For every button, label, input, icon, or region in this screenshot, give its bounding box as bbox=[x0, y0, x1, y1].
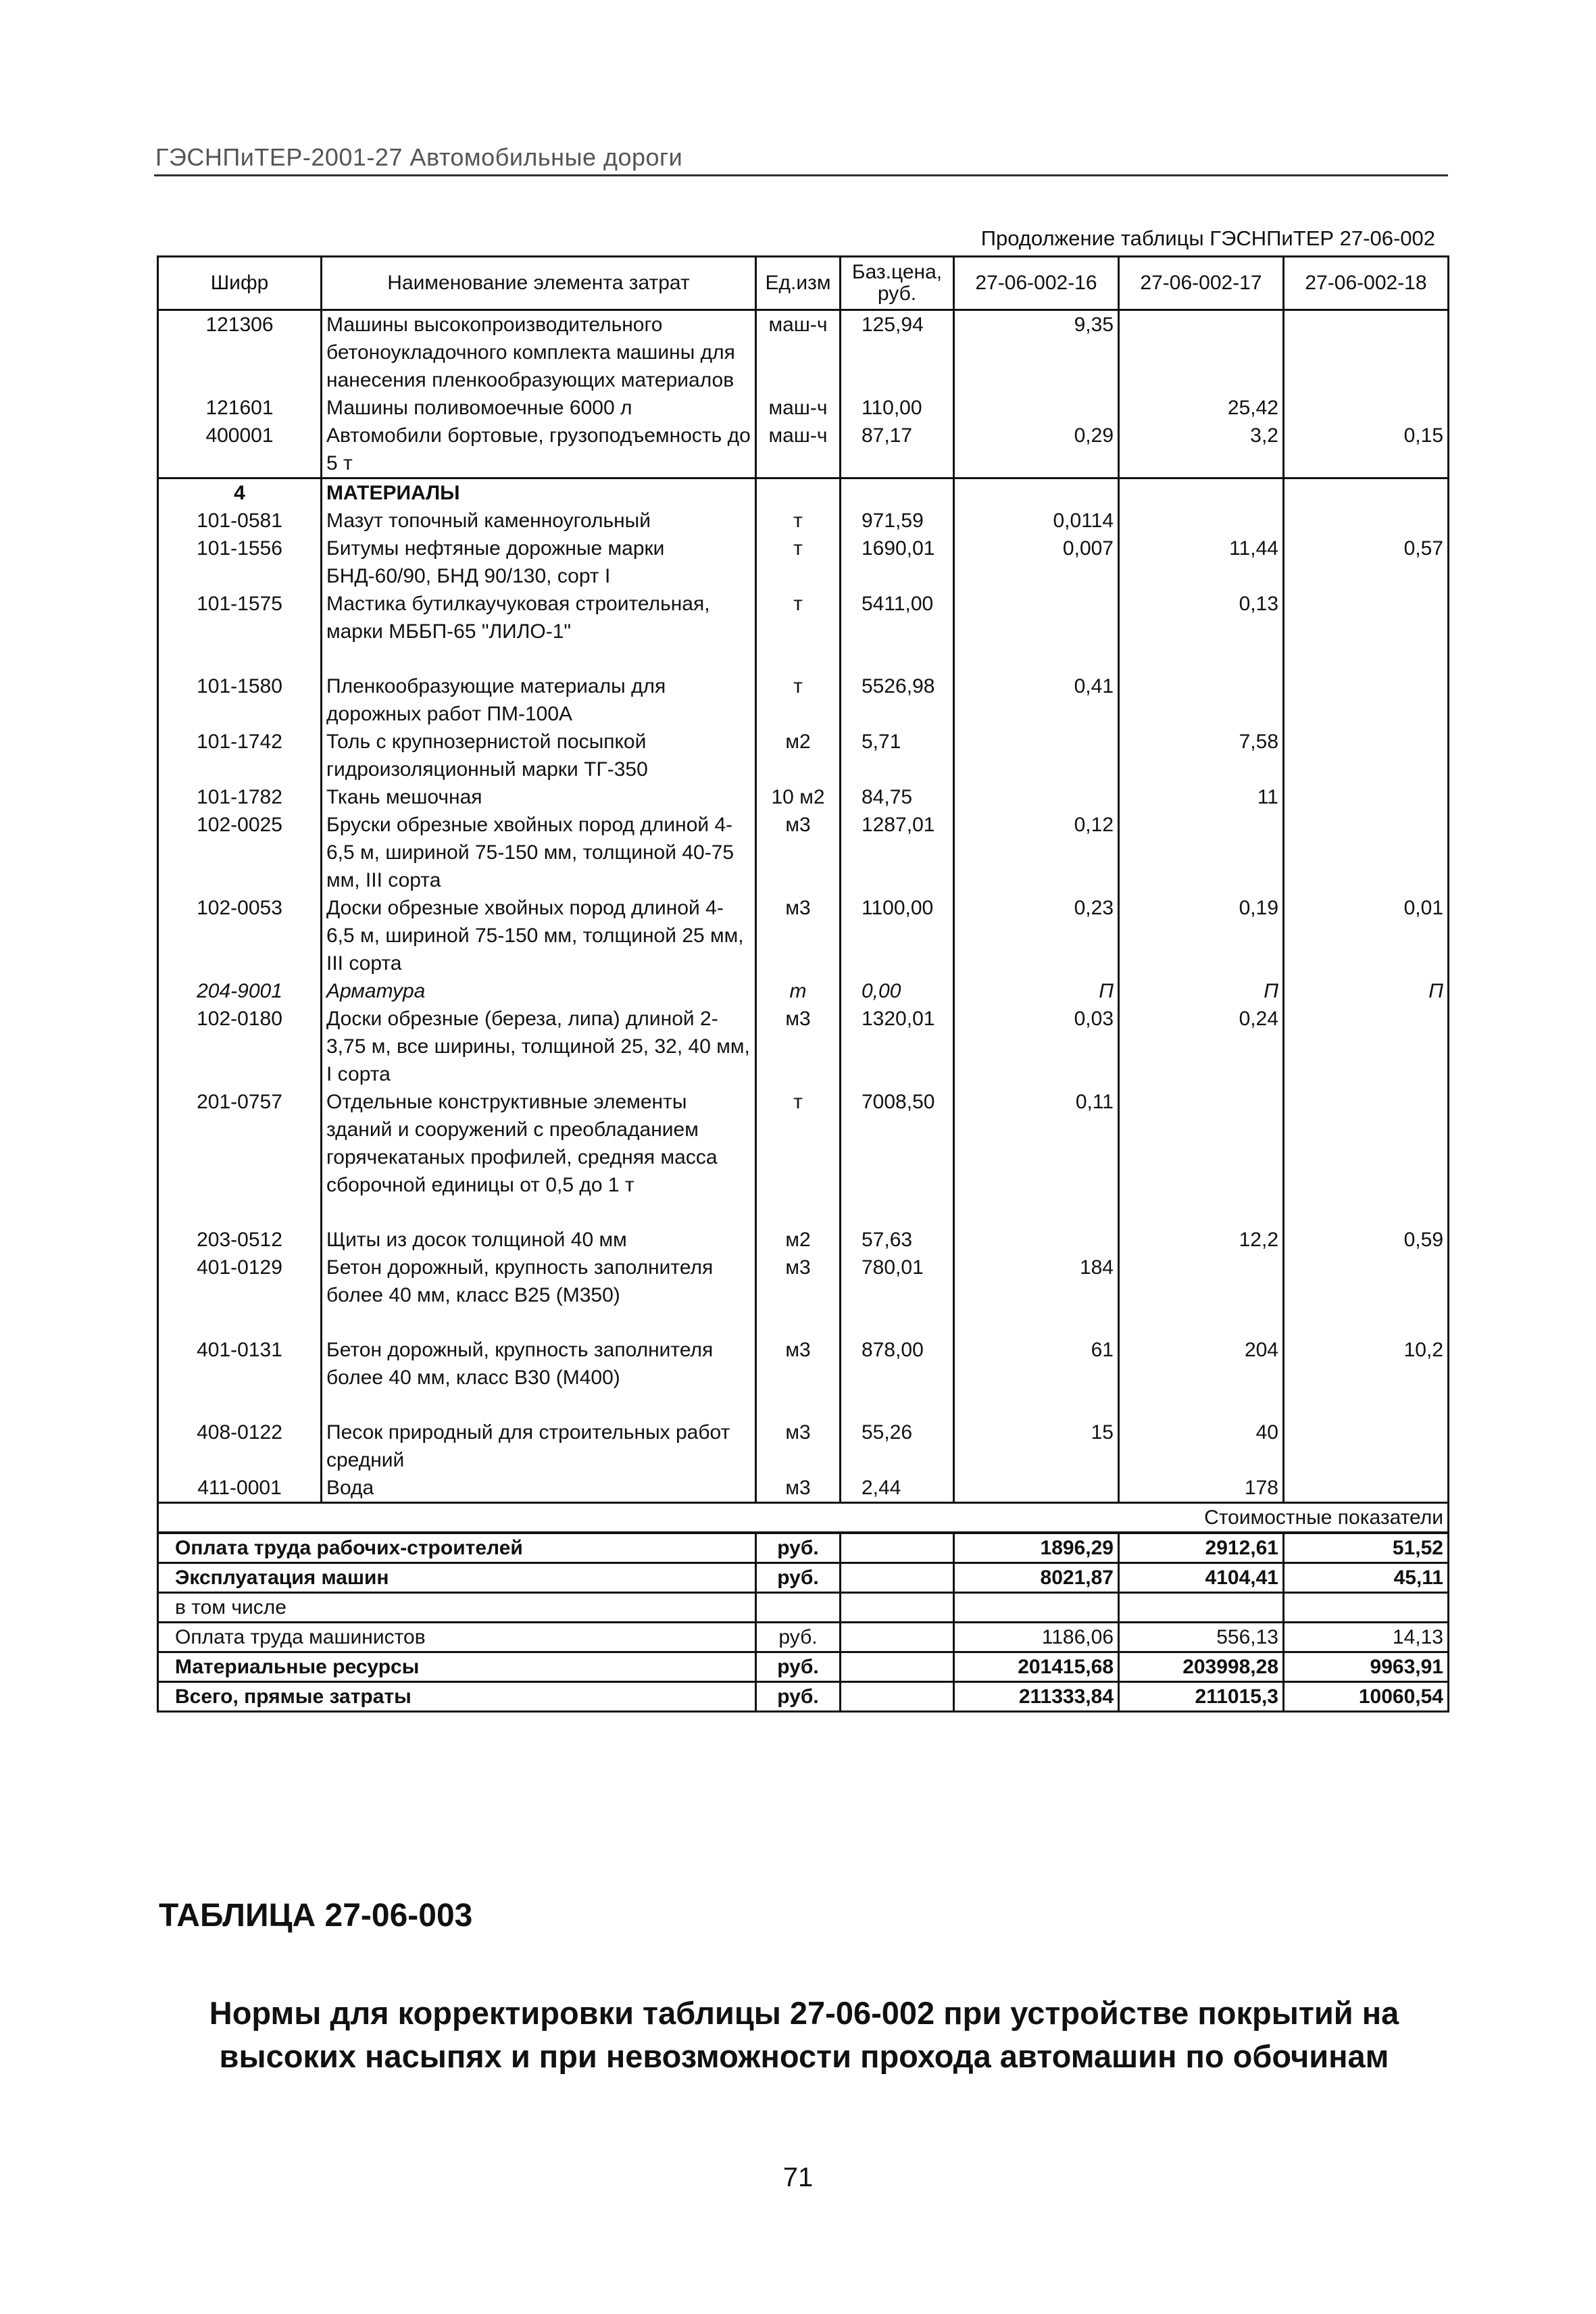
norm-value-17 bbox=[1119, 310, 1284, 395]
table-row bbox=[158, 1336, 1449, 1392]
base-price-cell: 1320,01 bbox=[841, 1005, 954, 1088]
totals-value-17: 2912,61 bbox=[1119, 1533, 1284, 1563]
table-row bbox=[158, 894, 1449, 977]
norm-value-17: 204 bbox=[1119, 1336, 1284, 1392]
norm-value-16: 0,12 bbox=[954, 811, 1119, 894]
totals-row bbox=[158, 1533, 1449, 1563]
spacer-cell bbox=[841, 1199, 954, 1226]
spacer-cell bbox=[756, 1199, 841, 1226]
unit-cell: маш-ч bbox=[756, 422, 841, 478]
totals-value-17: 4104,41 bbox=[1119, 1563, 1284, 1593]
spacer-row bbox=[158, 1309, 1449, 1336]
table-row bbox=[158, 1005, 1449, 1088]
base-price-cell: 2,44 bbox=[841, 1474, 954, 1503]
norm-value-18 bbox=[1284, 507, 1449, 535]
unit-cell: м3 bbox=[756, 1336, 841, 1392]
norm-value-17 bbox=[1119, 507, 1284, 535]
norm-value-16 bbox=[954, 590, 1119, 645]
base-price-cell: 1690,01 bbox=[841, 535, 954, 590]
totals-empty-price bbox=[841, 1682, 954, 1712]
base-price-cell: 971,59 bbox=[841, 507, 954, 535]
totals-value-18: 9963,91 bbox=[1284, 1652, 1449, 1682]
resource-code: 121306 bbox=[158, 310, 322, 395]
spacer-cell bbox=[322, 645, 756, 672]
column-header: Ед.изм bbox=[756, 257, 841, 310]
column-header: 27-06-002-16 bbox=[954, 257, 1119, 310]
column-header: 27-06-002-18 bbox=[1284, 257, 1449, 310]
totals-value-17: 556,13 bbox=[1119, 1623, 1284, 1652]
norm-value-16 bbox=[954, 394, 1119, 422]
norm-value-18: 10,2 bbox=[1284, 1336, 1449, 1392]
resource-code: 401-0129 bbox=[158, 1254, 322, 1309]
resource-name: Толь с крупнозернистой посыпкой гидроизоляционный марки ТГ-350 bbox=[322, 728, 756, 783]
resource-code: 101-1580 bbox=[158, 672, 322, 728]
totals-value-16 bbox=[954, 1593, 1119, 1623]
resource-name: Мастика бутилкаучуковая строительная, марки МББП-65 "ЛИЛО-1" bbox=[322, 590, 756, 645]
unit-cell: м3 bbox=[756, 1474, 841, 1503]
table-row bbox=[158, 394, 1449, 422]
totals-row bbox=[158, 1593, 1449, 1623]
norm-value-16 bbox=[954, 1226, 1119, 1254]
spacer-cell bbox=[158, 1199, 322, 1226]
totals-value-17: 211015,3 bbox=[1119, 1682, 1284, 1712]
spacer-row bbox=[158, 1199, 1449, 1226]
unit-cell: м2 bbox=[756, 1226, 841, 1254]
base-price-cell: 7008,50 bbox=[841, 1088, 954, 1199]
unit-cell: м3 bbox=[756, 811, 841, 894]
table-row bbox=[158, 811, 1449, 894]
unit-cell bbox=[756, 478, 841, 508]
cost-indicators-row bbox=[158, 1503, 1449, 1533]
norm-value-16 bbox=[954, 728, 1119, 783]
base-price-cell: 87,17 bbox=[841, 422, 954, 478]
norm-value-17 bbox=[1119, 1254, 1284, 1309]
resource-name: Машины поливомоечные 6000 л bbox=[322, 394, 756, 422]
resource-code: 400001 bbox=[158, 422, 322, 478]
norm-value-18 bbox=[1284, 1419, 1449, 1474]
spacer-cell bbox=[841, 1392, 954, 1419]
totals-value-16: 8021,87 bbox=[954, 1563, 1119, 1593]
header-rule bbox=[154, 174, 1448, 176]
resource-code: 401-0131 bbox=[158, 1336, 322, 1392]
norm-value-18: 0,57 bbox=[1284, 535, 1449, 590]
totals-unit: руб. bbox=[756, 1623, 841, 1652]
norm-value-18 bbox=[1284, 478, 1449, 508]
norm-value-17 bbox=[1119, 811, 1284, 894]
norm-value-16: 0,29 bbox=[954, 422, 1119, 478]
resource-code: 408-0122 bbox=[158, 1419, 322, 1474]
norm-value-17: 25,42 bbox=[1119, 394, 1284, 422]
spacer-cell bbox=[322, 1309, 756, 1336]
norm-value-18 bbox=[1284, 590, 1449, 645]
resource-name: Бетон дорожный, крупность заполнителя более 40 мм, класс В25 (М350) bbox=[322, 1254, 756, 1309]
resource-table bbox=[157, 255, 1449, 1713]
spacer-cell bbox=[158, 1392, 322, 1419]
table-row bbox=[158, 672, 1449, 728]
unit-cell: м2 bbox=[756, 728, 841, 783]
spacer-cell bbox=[158, 1309, 322, 1336]
resource-name: Бруски обрезные хвойных пород длиной 4-6,5 м, шириной 75-150 мм, толщиной 40-75 мм, III сорта bbox=[322, 811, 756, 894]
table-row bbox=[158, 1226, 1449, 1254]
totals-unit: руб. bbox=[756, 1533, 841, 1563]
norm-value-16 bbox=[954, 783, 1119, 811]
resource-name: Доски обрезные хвойных пород длиной 4-6,5 м, шириной 75-150 мм, толщиной 25 мм, III сорта bbox=[322, 894, 756, 977]
resource-name: Машины высокопроизводительного бетоноукладочного комплекта машины для нанесения пленкообразующих материалов bbox=[322, 310, 756, 395]
resource-name: Автомобили бортовые, грузоподъемность до 5 т bbox=[322, 422, 756, 478]
spacer-row bbox=[158, 645, 1449, 672]
norm-value-18: 0,01 bbox=[1284, 894, 1449, 977]
table-row bbox=[158, 1419, 1449, 1474]
resource-code: 101-1575 bbox=[158, 590, 322, 645]
totals-value-18 bbox=[1284, 1593, 1449, 1623]
spacer-cell bbox=[1119, 1199, 1284, 1226]
column-header: Наименование элемента затрат bbox=[322, 257, 756, 310]
resource-name: Арматура bbox=[322, 977, 756, 1005]
totals-unit: руб. bbox=[756, 1682, 841, 1712]
spacer-cell bbox=[1119, 645, 1284, 672]
spacer-cell bbox=[841, 645, 954, 672]
resource-name: Мазут топочный каменноугольный bbox=[322, 507, 756, 535]
resource-code: 411-0001 bbox=[158, 1474, 322, 1503]
totals-value-16: 1186,06 bbox=[954, 1623, 1119, 1652]
unit-cell: м3 bbox=[756, 894, 841, 977]
spacer-cell bbox=[954, 1392, 1119, 1419]
base-price-cell: 110,00 bbox=[841, 394, 954, 422]
column-header: 27-06-002-17 bbox=[1119, 257, 1284, 310]
table-row bbox=[158, 977, 1449, 1005]
norm-value-17: П bbox=[1119, 977, 1284, 1005]
resource-name: Щиты из досок толщиной 40 мм bbox=[322, 1226, 756, 1254]
resource-code: 101-1742 bbox=[158, 728, 322, 783]
spacer-cell bbox=[158, 645, 322, 672]
unit-cell: м3 bbox=[756, 1005, 841, 1088]
totals-value-16: 201415,68 bbox=[954, 1652, 1119, 1682]
unit-cell: маш-ч bbox=[756, 394, 841, 422]
norm-value-17: 40 bbox=[1119, 1419, 1284, 1474]
resource-code: 101-0581 bbox=[158, 507, 322, 535]
norm-value-17: 11 bbox=[1119, 783, 1284, 811]
norm-value-16 bbox=[954, 1474, 1119, 1503]
totals-value-17: 203998,28 bbox=[1119, 1652, 1284, 1682]
base-price-cell: 55,26 bbox=[841, 1419, 954, 1474]
norm-value-17 bbox=[1119, 672, 1284, 728]
unit-cell: т bbox=[756, 535, 841, 590]
table-row bbox=[158, 1474, 1449, 1503]
norm-value-16: 61 bbox=[954, 1336, 1119, 1392]
base-price-cell: 5526,98 bbox=[841, 672, 954, 728]
spacer-cell bbox=[322, 1199, 756, 1226]
spacer-cell bbox=[1119, 1309, 1284, 1336]
unit-cell: т bbox=[756, 507, 841, 535]
resource-code: 102-0180 bbox=[158, 1005, 322, 1088]
totals-unit: руб. bbox=[756, 1563, 841, 1593]
running-header: ГЭСНПиТЕР-2001-27 Автомобильные дороги bbox=[155, 143, 683, 171]
totals-value-17 bbox=[1119, 1593, 1284, 1623]
resource-code: 203-0512 bbox=[158, 1226, 322, 1254]
table-row bbox=[158, 507, 1449, 535]
resource-code: 204-9001 bbox=[158, 977, 322, 1005]
norm-value-18: П bbox=[1284, 977, 1449, 1005]
base-price-cell: 0,00 bbox=[841, 977, 954, 1005]
norm-value-18: 0,59 bbox=[1284, 1226, 1449, 1254]
table-row bbox=[158, 783, 1449, 811]
norm-value-18 bbox=[1284, 1088, 1449, 1199]
unit-cell: м3 bbox=[756, 1419, 841, 1474]
totals-value-18: 51,52 bbox=[1284, 1533, 1449, 1563]
norm-value-16: 15 bbox=[954, 1419, 1119, 1474]
norm-value-17: 7,58 bbox=[1119, 728, 1284, 783]
norm-value-16: 9,35 bbox=[954, 310, 1119, 395]
norm-value-17: 0,13 bbox=[1119, 590, 1284, 645]
resource-name: Отдельные конструктивные элементы зданий и сооружений с преобладанием горячекатаных профилей, средняя масса сборочной единицы от 0,5 до 1 т bbox=[322, 1088, 756, 1199]
totals-empty-price bbox=[841, 1563, 954, 1593]
norm-value-18 bbox=[1284, 811, 1449, 894]
totals-value-16: 1896,29 bbox=[954, 1533, 1119, 1563]
base-price-cell: 878,00 bbox=[841, 1336, 954, 1392]
totals-value-18: 10060,54 bbox=[1284, 1682, 1449, 1712]
base-price-cell: 5411,00 bbox=[841, 590, 954, 645]
base-price-cell: 84,75 bbox=[841, 783, 954, 811]
column-header: Шифр bbox=[158, 257, 322, 310]
totals-unit: руб. bbox=[756, 1652, 841, 1682]
spacer-cell bbox=[841, 1309, 954, 1336]
norm-value-17: 3,2 bbox=[1119, 422, 1284, 478]
table-row bbox=[158, 590, 1449, 645]
resource-code: 102-0025 bbox=[158, 811, 322, 894]
spacer-cell bbox=[954, 1309, 1119, 1336]
table-row bbox=[158, 728, 1449, 783]
unit-cell: т bbox=[756, 672, 841, 728]
norm-value-16: П bbox=[954, 977, 1119, 1005]
norm-value-18 bbox=[1284, 728, 1449, 783]
table-row bbox=[158, 422, 1449, 478]
spacer-cell bbox=[1284, 645, 1449, 672]
table-row bbox=[158, 1088, 1449, 1199]
norm-value-16: 0,03 bbox=[954, 1005, 1119, 1088]
totals-empty-price bbox=[841, 1593, 954, 1623]
norm-value-16: 0,0114 bbox=[954, 507, 1119, 535]
unit-cell: т bbox=[756, 1088, 841, 1199]
table-continuation-caption: Продолжение таблицы ГЭСНПиТЕР 27-06-002 bbox=[980, 226, 1435, 250]
totals-empty-price bbox=[841, 1623, 954, 1652]
totals-label: Эксплуатация машин bbox=[158, 1563, 756, 1593]
unit-cell: 10 м2 bbox=[756, 783, 841, 811]
norm-value-16: 0,007 bbox=[954, 535, 1119, 590]
spacer-cell bbox=[1284, 1199, 1449, 1226]
spacer-cell bbox=[954, 645, 1119, 672]
spacer-cell bbox=[954, 1199, 1119, 1226]
norm-value-18 bbox=[1284, 1474, 1449, 1503]
norm-value-17 bbox=[1119, 1088, 1284, 1199]
base-price-cell bbox=[841, 478, 954, 508]
resource-name: Бетон дорожный, крупность заполнителя более 40 мм, класс В30 (М400) bbox=[322, 1336, 756, 1392]
norm-value-16: 0,23 bbox=[954, 894, 1119, 977]
norm-value-18 bbox=[1284, 1254, 1449, 1309]
norm-value-16 bbox=[954, 478, 1119, 508]
table-row bbox=[158, 1254, 1449, 1309]
resource-code: 201-0757 bbox=[158, 1088, 322, 1199]
norm-value-16: 0,41 bbox=[954, 672, 1119, 728]
resource-name: Битумы нефтяные дорожные марки БНД-60/90, БНД 90/130, сорт I bbox=[322, 535, 756, 590]
resource-name: МАТЕРИАЛЫ bbox=[322, 478, 756, 508]
cost-indicators-label: Стоимостные показатели bbox=[158, 1503, 1449, 1533]
totals-row bbox=[158, 1652, 1449, 1682]
totals-label: в том числе bbox=[158, 1593, 756, 1623]
unit-cell: м3 bbox=[756, 1254, 841, 1309]
spacer-cell bbox=[756, 1309, 841, 1336]
spacer-cell bbox=[322, 1392, 756, 1419]
norm-value-17 bbox=[1119, 478, 1284, 508]
resource-name: Доски обрезные (береза, липа) длиной 2-3,75 м, все ширины, толщиной 25, 32, 40 мм, I сорта bbox=[322, 1005, 756, 1088]
totals-empty-price bbox=[841, 1533, 954, 1563]
spacer-cell bbox=[756, 1392, 841, 1419]
norm-value-16: 0,11 bbox=[954, 1088, 1119, 1199]
norm-value-18 bbox=[1284, 783, 1449, 811]
resource-name: Ткань мешочная bbox=[322, 783, 756, 811]
totals-label: Всего, прямые затраты bbox=[158, 1682, 756, 1712]
totals-empty-price bbox=[841, 1652, 954, 1682]
norm-value-17: 12,2 bbox=[1119, 1226, 1284, 1254]
next-table-title: ТАБЛИЦА 27-06-003 bbox=[159, 1898, 473, 1934]
resource-name: Песок природный для строительных работ средний bbox=[322, 1419, 756, 1474]
resource-code: 101-1556 bbox=[158, 535, 322, 590]
totals-value-16: 211333,84 bbox=[954, 1682, 1119, 1712]
page-number: 71 bbox=[782, 2163, 814, 2192]
resource-code: 121601 bbox=[158, 394, 322, 422]
spacer-cell bbox=[1119, 1392, 1284, 1419]
norm-value-18 bbox=[1284, 672, 1449, 728]
resource-name: Вода bbox=[322, 1474, 756, 1503]
norm-value-16: 184 bbox=[954, 1254, 1119, 1309]
base-price-cell: 780,01 bbox=[841, 1254, 954, 1309]
norm-value-18 bbox=[1284, 310, 1449, 395]
base-price-cell: 57,63 bbox=[841, 1226, 954, 1254]
base-price-cell: 1100,00 bbox=[841, 894, 954, 977]
totals-unit bbox=[756, 1593, 841, 1623]
base-price-cell: 1287,01 bbox=[841, 811, 954, 894]
base-price-cell: 5,71 bbox=[841, 728, 954, 783]
table-row bbox=[158, 310, 1449, 395]
base-price-cell: 125,94 bbox=[841, 310, 954, 395]
norm-value-18: 0,15 bbox=[1284, 422, 1449, 478]
resource-code: 101-1782 bbox=[158, 783, 322, 811]
norm-value-17: 178 bbox=[1119, 1474, 1284, 1503]
spacer-cell bbox=[756, 645, 841, 672]
resource-name: Пленкообразующие материалы для дорожных работ ПМ-100А bbox=[322, 672, 756, 728]
spacer-cell bbox=[1284, 1392, 1449, 1419]
totals-value-18: 14,13 bbox=[1284, 1623, 1449, 1652]
norm-value-17: 11,44 bbox=[1119, 535, 1284, 590]
spacer-cell bbox=[1284, 1309, 1449, 1336]
totals-row bbox=[158, 1563, 1449, 1593]
table-header-row bbox=[158, 257, 1449, 310]
resource-code: 102-0053 bbox=[158, 894, 322, 977]
spacer-row bbox=[158, 1392, 1449, 1419]
norm-value-18 bbox=[1284, 394, 1449, 422]
unit-cell: т bbox=[756, 977, 841, 1005]
norm-value-18 bbox=[1284, 1005, 1449, 1088]
totals-row bbox=[158, 1623, 1449, 1652]
table-row bbox=[158, 535, 1449, 590]
unit-cell: маш-ч bbox=[756, 310, 841, 395]
totals-label: Оплата труда машинистов bbox=[158, 1623, 756, 1652]
norm-value-17: 0,19 bbox=[1119, 894, 1284, 977]
norm-value-17: 0,24 bbox=[1119, 1005, 1284, 1088]
next-table-description: Нормы для корректировки таблицы 27-06-002 при устройстве покрытий на высоких насыпях и при невозможности прохода автомашин по обочинам bbox=[209, 1995, 1399, 2074]
totals-label: Материальные ресурсы bbox=[158, 1652, 756, 1682]
resource-code: 4 bbox=[158, 478, 322, 508]
totals-row bbox=[158, 1682, 1449, 1712]
section-row bbox=[158, 478, 1449, 508]
column-header: Баз.цена, руб. bbox=[841, 257, 954, 310]
totals-value-18: 45,11 bbox=[1284, 1563, 1449, 1593]
totals-label: Оплата труда рабочих-строителей bbox=[158, 1533, 756, 1563]
unit-cell: т bbox=[756, 590, 841, 645]
